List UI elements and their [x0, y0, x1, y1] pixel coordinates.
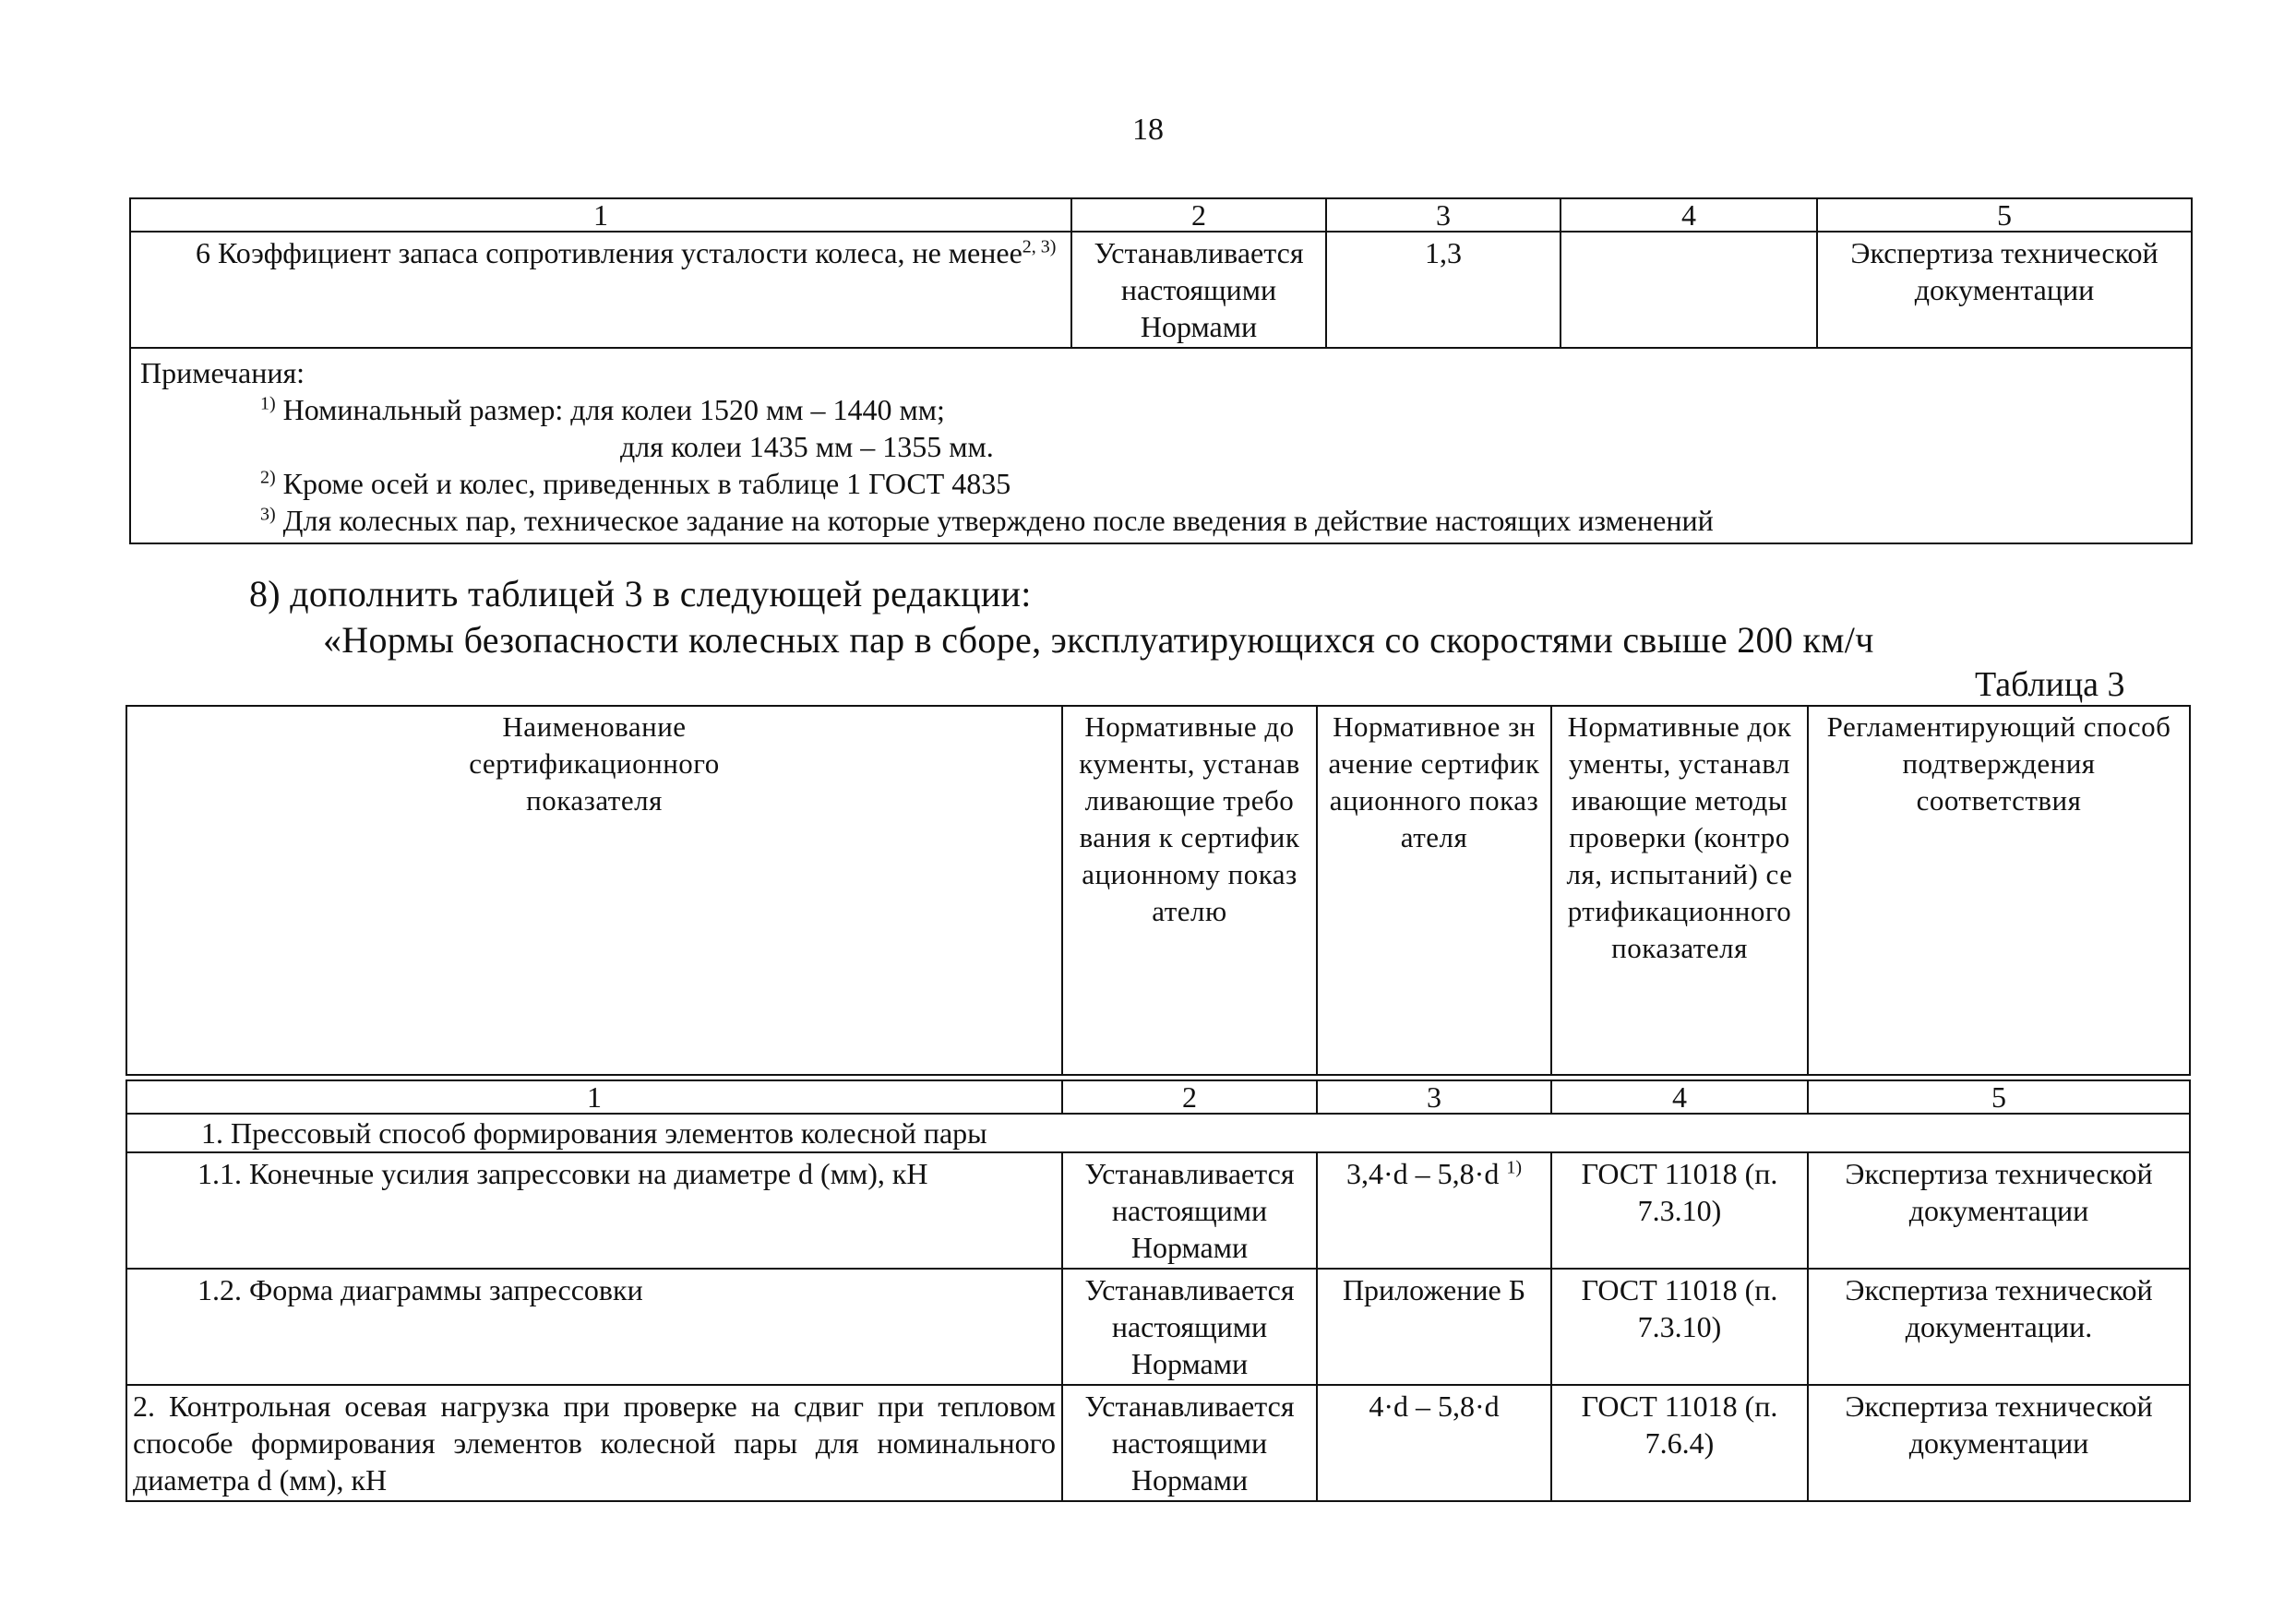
column-number-row — [130, 198, 2192, 232]
value-cell — [1317, 1152, 1551, 1269]
header-confirmation: Регламентирующий способ подтверждения соответствия — [1808, 706, 2190, 1075]
normative-docs-cell: Устанавливается настоящими Нормами — [1062, 1385, 1317, 1501]
value-cell — [1317, 1385, 1551, 1501]
header-row — [126, 706, 2190, 1075]
value-cell: 1,3 — [1326, 232, 1561, 348]
note-text: Кроме осей и колес, приведенных в таблице 1 ГОСТ 4835 — [282, 467, 1011, 500]
value-text: Приложение Б — [1342, 1273, 1526, 1306]
note-3 — [140, 502, 2182, 539]
notes-cell — [130, 348, 2192, 543]
note-1a — [140, 391, 2182, 428]
top-table — [129, 197, 2193, 544]
note-text: Номинальный размер: для колеи 1520 мм – 1440 мм; — [282, 393, 945, 426]
footnote-mark: 2) — [260, 467, 276, 488]
table-row — [126, 1269, 2190, 1385]
footnote-ref: 1) — [1506, 1157, 1522, 1178]
confirmation-cell: Экспертиза технической документации — [1808, 1152, 2190, 1269]
footnote-mark: 3) — [260, 504, 276, 525]
methods-cell: ГОСТ 11018 (п. 7.3.10) — [1551, 1269, 1808, 1385]
methods-cell: ГОСТ 11018 (п. 7.6.4) — [1551, 1385, 1808, 1501]
col-number: 5 — [1817, 198, 2192, 232]
row-name: 1.2. Форма диаграммы запрессовки — [126, 1269, 1062, 1385]
normative-docs-cell: Устанавливается настоящими Нормами — [1062, 1269, 1317, 1385]
note-2 — [140, 465, 2182, 502]
table-label: Таблица 3 — [1975, 665, 2125, 704]
table-title: «Нормы безопасности колесных пар в сборе, эксплуатирующихся со скоростями свыше 200 км/ч — [323, 619, 1874, 661]
row-name-text: 2. Контрольная осевая нагрузка при проверке на сдвиг при тепловом способе формирования элементов колесной пары для номинального диаметра d (мм), кН — [133, 1389, 1056, 1497]
col-number: 4 — [1551, 1080, 1808, 1114]
col-number: 2 — [1062, 1080, 1317, 1114]
table3-header — [126, 705, 2191, 1076]
section-row — [126, 1114, 2190, 1152]
header-methods-docs: Нормативные документы, устанавливающие методы проверки (контроля, испытаний) сертификационного показателя — [1551, 706, 1808, 1075]
footnote-mark: 1) — [260, 393, 276, 414]
notes-heading: Примечания: — [140, 356, 305, 389]
section-heading: 1. Прессовый способ формирования элементов колесной пары — [126, 1114, 2190, 1152]
col-number: 2 — [1071, 198, 1326, 232]
normative-docs-cell: Устанавливается настоящими Нормами — [1071, 232, 1326, 348]
methods-cell: ГОСТ 11018 (п. 7.3.10) — [1551, 1152, 1808, 1269]
col-number: 3 — [1317, 1080, 1551, 1114]
table-row — [130, 232, 2192, 348]
col-number: 1 — [130, 198, 1071, 232]
value-text: 3,4·d – 5,8·d — [1346, 1157, 1500, 1190]
col-number: 5 — [1808, 1080, 2190, 1114]
col-number: 1 — [126, 1080, 1062, 1114]
value-text: 4·d – 5,8·d — [1369, 1389, 1500, 1423]
confirmation-cell: Экспертиза технической документации — [1808, 1385, 2190, 1501]
row-name: 6 Коэффициент запаса сопротивления усталости колеса, не менее — [196, 236, 1022, 269]
table-row — [126, 1152, 2190, 1269]
note-text: Для колесных пар, техническое задание на которые утверждено после введения в действие настоящих изменений — [282, 504, 1714, 537]
confirmation-cell: Экспертиза технической документации. — [1808, 1269, 2190, 1385]
footnote-ref: 2, 3) — [1022, 236, 1057, 257]
column-number-row — [126, 1080, 2190, 1114]
header-normative-value: Нормативное значение сертификационного показателя — [1317, 706, 1551, 1075]
notes-row — [130, 348, 2192, 543]
section-instruction: 8) дополнить таблицей 3 в следующей редакции: — [249, 573, 1032, 614]
confirmation-cell: Экспертиза технической документации — [1817, 232, 2192, 348]
page-number: 18 — [1132, 113, 1164, 147]
col-number: 4 — [1561, 198, 1817, 232]
row-name: 1.1. Конечные усилия запрессовки на диаметре d (мм), кН — [126, 1152, 1062, 1269]
note-1b: для колеи 1435 мм – 1355 мм. — [620, 430, 994, 463]
value-cell — [1317, 1269, 1551, 1385]
header-indicator-name: Наименование сертификационного показателя — [126, 706, 1062, 1075]
methods-cell — [1561, 232, 1817, 348]
row-name — [126, 1385, 1062, 1501]
normative-docs-cell: Устанавливается настоящими Нормами — [1062, 1152, 1317, 1269]
table3-body — [126, 1079, 2191, 1502]
col-number: 3 — [1326, 198, 1561, 232]
row-name-cell — [130, 232, 1071, 348]
table-row — [126, 1385, 2190, 1501]
header-normative-docs: Нормативные документы, устанавливающие требования к сертификационному показателю — [1062, 706, 1317, 1075]
